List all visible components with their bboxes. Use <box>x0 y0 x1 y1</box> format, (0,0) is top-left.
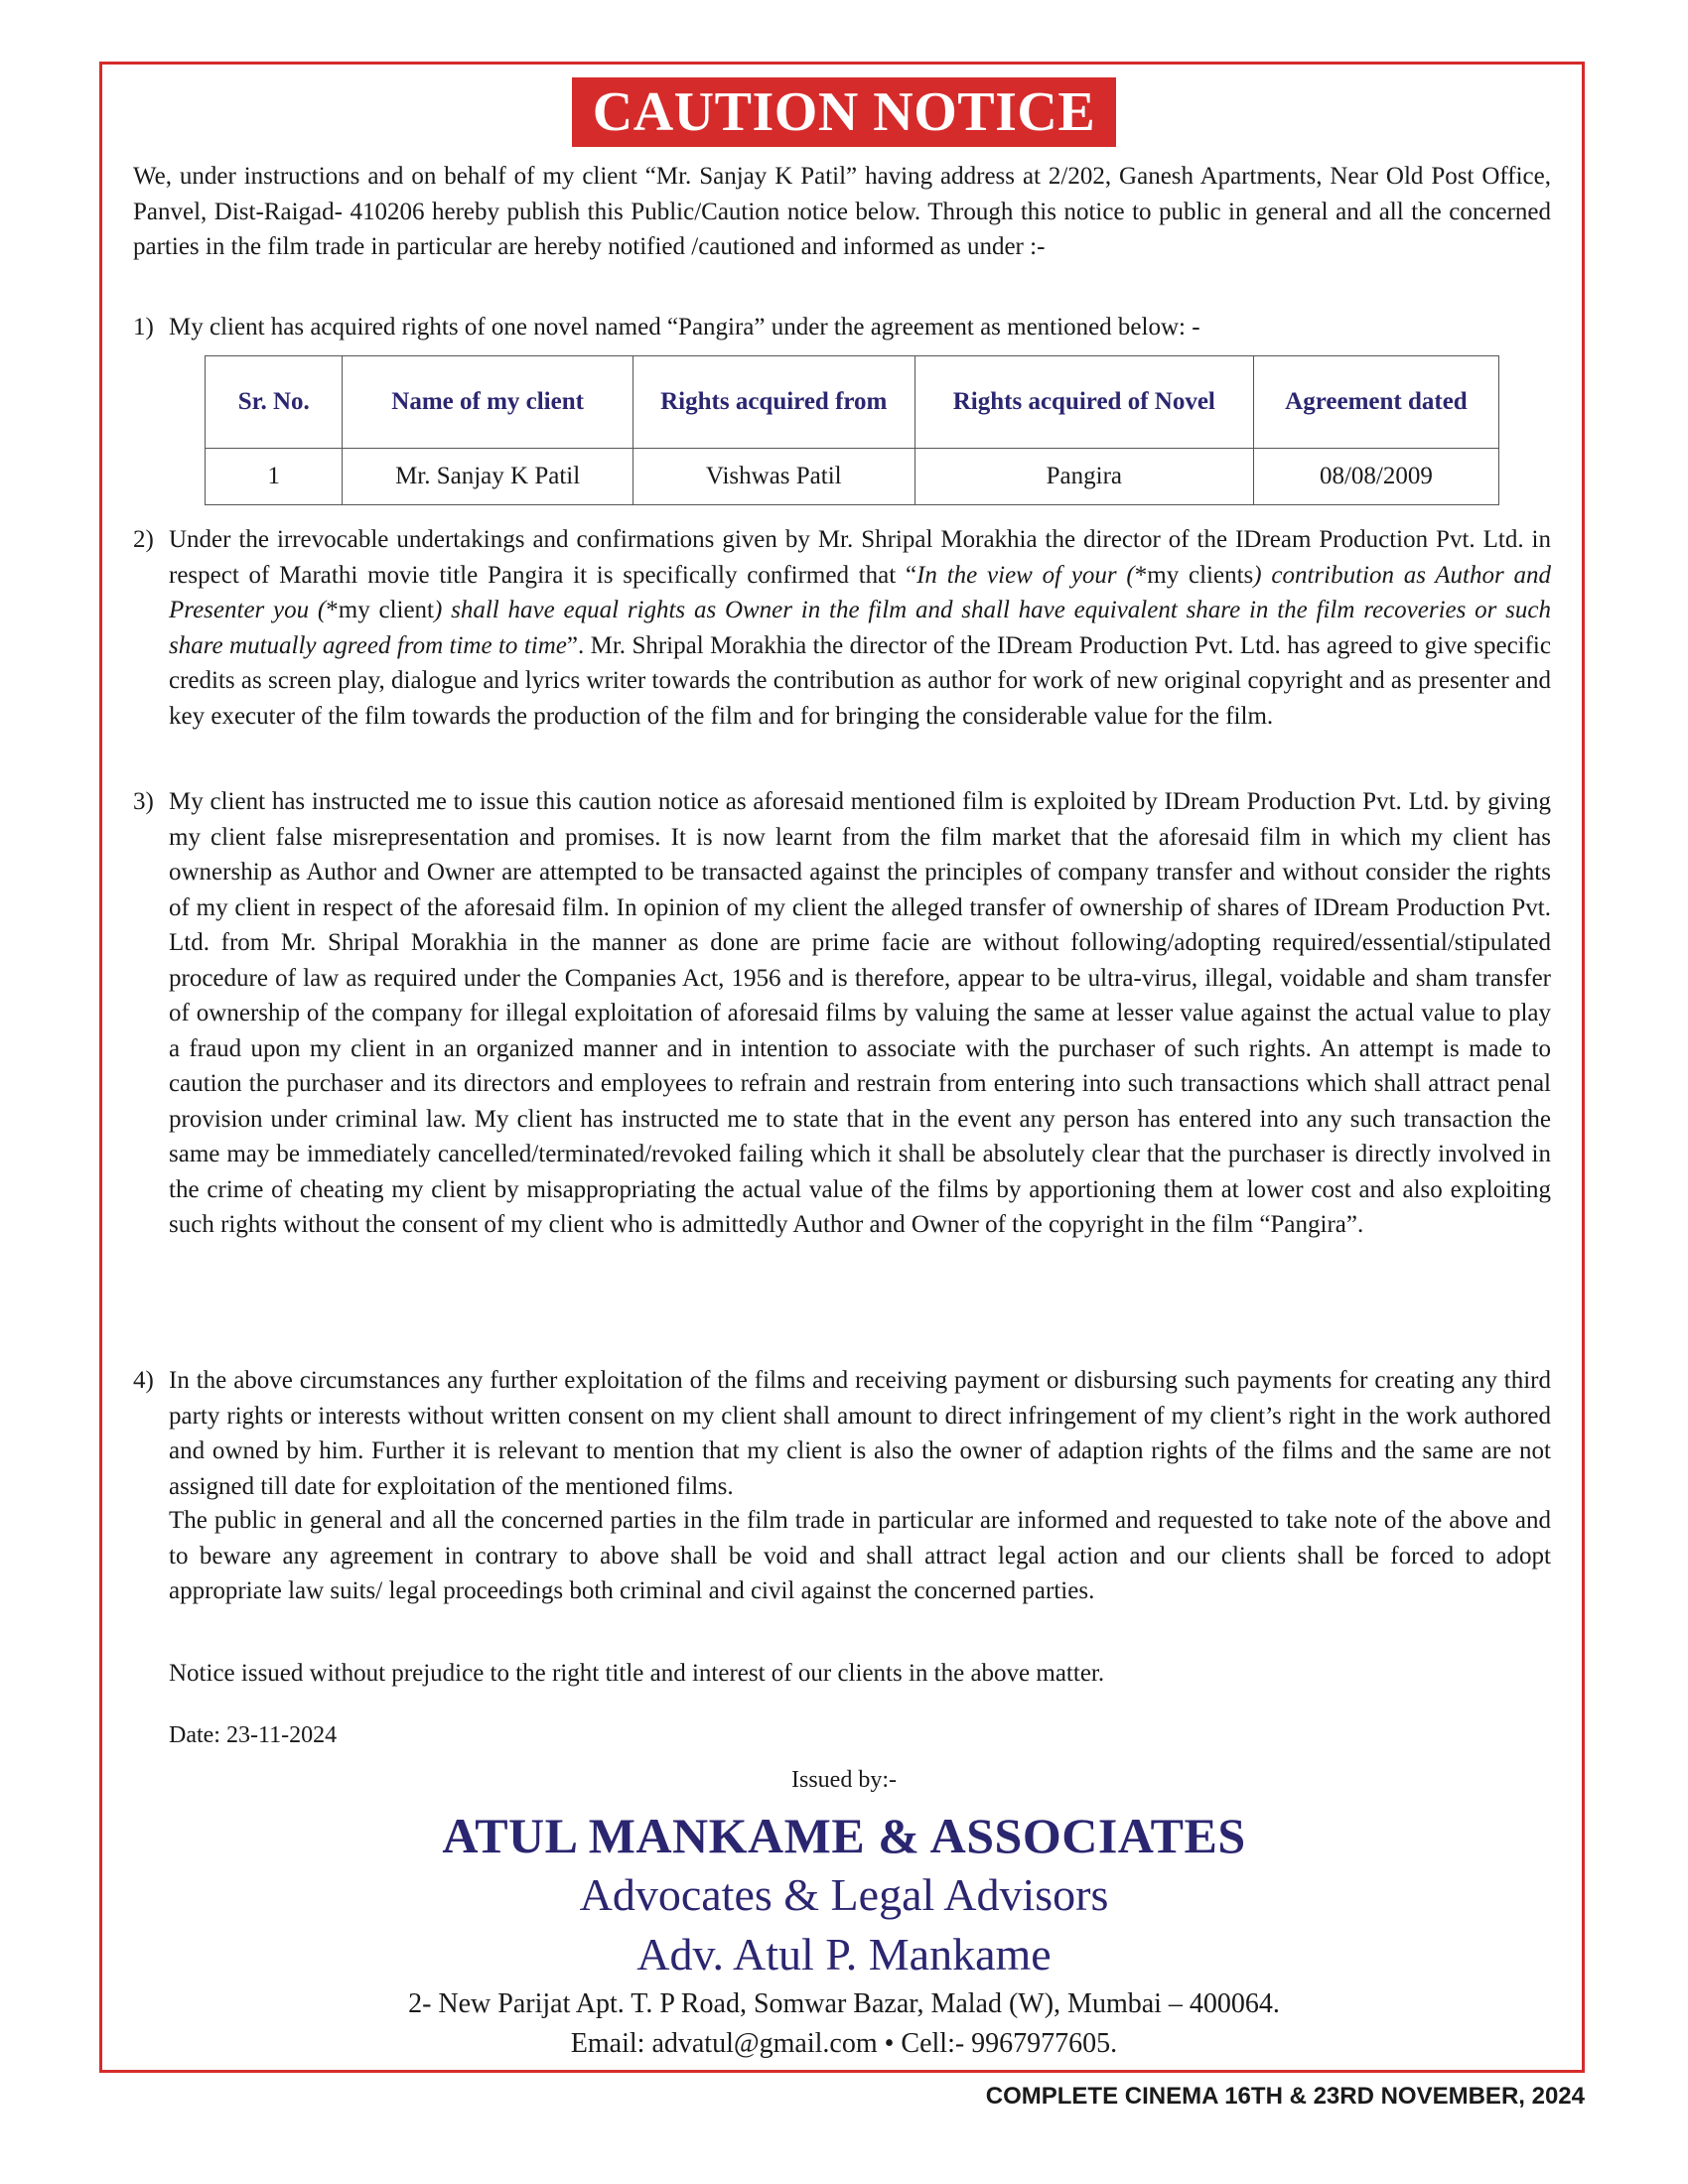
table-cell: Vishwas Patil <box>633 449 914 505</box>
point-text: In the above circumstances any further exploitation of the films and receiving payment or disbursing such payments for creating any third party rights or interests without written consent on my client shall amount to direct infringement of my client’s right in the work authored and owned by him. Further it is relevant to mention that my client is also the owner of adaption rights of the films and the same are not assigned till date for exploitation of the mentioned films. <box>169 1367 1551 1500</box>
quoted-text: ) contribution as Author and Presenter you ( <box>169 561 1551 623</box>
firm-address: 2- New Parijat Apt. T. P Road, Somwar Bazar, Malad (W), Mumbai – 400064. <box>408 1988 1280 2019</box>
without-prejudice-line: Notice issued without prejudice to the right title and interest of our clients in the above matter. <box>169 1660 1105 1687</box>
point-2 <box>133 522 1551 734</box>
point-4 <box>133 1363 1551 1504</box>
rights-table <box>205 355 1499 505</box>
public-notice-paragraph: The public in general and all the concerned parties in the film trade in particular are informed and requested to take note of the above and to beware any agreement in contrary to above shall be void and shall attract legal action and our clients shall be forced to adopt appropriate law suits/ legal proceedings both criminal and civil against the concerned parties. <box>169 1507 1551 1604</box>
firm-subtitle: Advocates & Legal Advisors <box>579 1869 1109 1920</box>
table-cell: 1 <box>206 449 343 505</box>
firm-contact: Email: advatul@gmail.com • Cell:- 9967977605. <box>570 2028 1118 2059</box>
bracket-note: *my clients <box>1134 561 1254 589</box>
table-row <box>206 449 1499 505</box>
table-header-row <box>206 356 1499 449</box>
firm-name: ATUL MANKAME & ASSOCIATES <box>442 1808 1246 1863</box>
publication-footer: COMPLETE CINEMA 16TH & 23RD NOVEMBER, 2024 <box>985 2083 1585 2110</box>
point-text-part: Under the irrevocable undertakings and confirmations given by Mr. Shripal Morakhia the director of the IDream Production Pvt. Ltd. in respect of Marathi movie title Pangira it is specifically confirmed that “ <box>169 526 1551 589</box>
point-number: 3) <box>133 788 154 815</box>
advocate-name: Adv. Atul P. Mankame <box>636 1929 1052 1979</box>
table-header: Rights acquired from <box>633 356 914 449</box>
table-cell: Mr. Sanjay K Patil <box>343 449 633 505</box>
intro-paragraph: We, under instructions and on behalf of my client “Mr. Sanjay K Patil” having address at 2/202, Ganesh Apartments, Near Old Post Office, Panvel, Dist-Raigad- 410206 hereby publish this Public/Caution notice below. Through this notice to public in general and all the concerned parties in the film trade in particular are hereby notified /cautioned and informed as under :- <box>133 163 1551 260</box>
point-text-part: ”. Mr. Shripal Morakhia the director of the IDream Production Pvt. Ltd. has agreed to give specific credits as screen play, dialogue and lyrics writer towards the contribution as author for work of new original copyright and as presenter and key executer of the film towards the production of the film and for bringing the considerable value for the film. <box>169 631 1551 730</box>
bracket-note: *my client <box>326 597 435 623</box>
table-cell: 08/08/2009 <box>1253 449 1498 505</box>
point-3 <box>133 784 1551 1243</box>
notice-title: CAUTION NOTICE <box>572 77 1116 147</box>
point-text: My client has acquired rights of one novel named “Pangira” under the agreement as mentioned below: - <box>169 314 1200 341</box>
notice-date: Date: 23-11-2024 <box>169 1722 338 1748</box>
issued-by-label: Issued by:- <box>791 1767 897 1793</box>
point-text <box>169 522 1551 734</box>
quoted-text: ) shall have equal rights as Owner in the film and shall have equivalent share in the film recoveries or such share mutually agreed from time to time <box>169 597 1551 659</box>
table-header: Sr. No. <box>206 356 343 449</box>
point-number: 2) <box>133 526 154 553</box>
point-number: 4) <box>133 1367 154 1394</box>
table-header: Rights acquired of Novel <box>914 356 1253 449</box>
table-header: Name of my client <box>343 356 633 449</box>
point-number: 1) <box>133 314 154 341</box>
quoted-text: In the view of your ( <box>916 561 1135 589</box>
point-1 <box>133 310 1551 345</box>
point-text: My client has instructed me to issue this caution notice as aforesaid mentioned film is exploited by IDream Production Pvt. Ltd. by giving my client false misrepresentation and promises. It is now learnt from the film market that the aforesaid film in which my client has ownership as Author and Owner are attempted to be transacted against the principles of company transfer and without consider the rights of my client in respect of the aforesaid film. In opinion of my client the alleged transfer of ownership of shares of IDream Production Pvt. Ltd. from Mr. Shripal Morakhia in the manner as done are prime facie are without following/adopting required/essential/stipulated procedure of law as required under the Companies Act, 1956 and is therefore, appear to be ultra-virus, illegal, voidable and sham transfer of ownership of the company for illegal exploitation of aforesaid films by valuing the same at lesser value against the actual value to play a fraud upon my client in an organized manner and in intention to associate with the purchaser of such rights. An attempt is made to caution the purchaser and its directors and employees to refrain and restrain from entering into such transactions which shall attract penal provision under criminal law. My client has instructed me to state that in the event any person has entered into any such transaction the same may be immediately cancelled/terminated/revoked failing which it shall be absolutely clear that the purchaser is directly involved in the crime of cheating my client by misappropriating the actual value of the films by apportioning them at lower cost and also exploiting such rights without the consent of my client who is admittedly Author and Owner of the copyright in the film “Pangira”. <box>169 788 1551 1238</box>
table-header: Agreement dated <box>1253 356 1498 449</box>
table-cell: Pangira <box>914 449 1253 505</box>
